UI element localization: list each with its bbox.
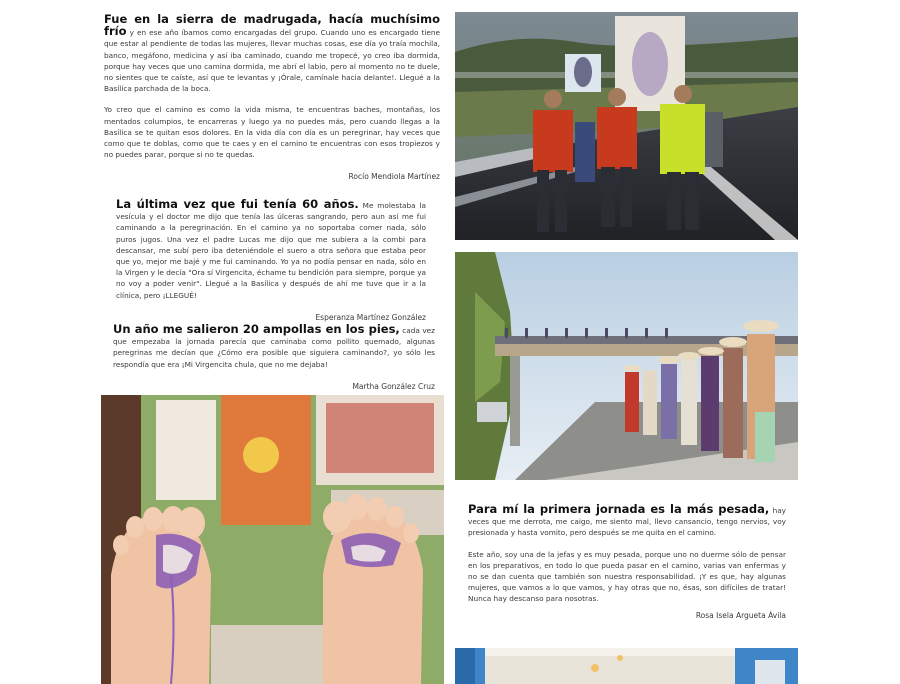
quote-esperanza-signature: Esperanza Martínez González — [315, 312, 426, 322]
quote-rosa-paragraph-2: Este año, soy una de la jefas y es muy pesada, porque uno no duerme sólo de pensar en los preparativos, en todo lo que pueda pasar en el camino, varias van enfermas y no se dan cuenta que también son nuestra responsabilidad. ¡Y es que, hay algunas mujeres, que vamos a lo que vamos, y hay otras que no, ésas, son difíciles de tratar! Nunca hay descanso para nosotras. — [468, 549, 786, 604]
photo-procession-bridge — [455, 252, 798, 480]
quote-rocio — [104, 14, 440, 181]
quote-esperanza-paragraph — [116, 199, 426, 301]
quote-rosa-paragraph-1 — [468, 504, 786, 539]
quote-esperanza-body: Me molestaba la vesícula y el doctor me dijo que tenía las úlceras sangrando, pero aun así me fui caminando a la peregrinación. En el camino ya no soportaba comer nada, sólo puros jugos. Una vez el padre Lucas me dijo que me subiera a la combi para descansar, me subí pero iba deteniéndole el suero a otra señora que estaba peor que yo, mejor me bajé y me fui caminando. Yo ya no podía pensar en nada, sólo en la Virgen y le decía "Ora sí Virgencita, échame tu bendición para siempre, porque ya no voy a poder venir". Llegué a la Basílica y después de ahí me tuve que ir a la clínica, pero ¡LLEGUÉ! — [116, 201, 426, 300]
quote-rocio-paragraph-1 — [104, 14, 440, 94]
photo-blue-interior — [455, 648, 798, 684]
quote-martha-body: cada vez que empezaba la jornada parecía que caminaba como pollito quemado, algunas peregrinas me decían que ¿Cómo era posible que siguiera caminando?, yo sólo les respondía que era ¡Mi Virgencita chula, que no me dejaba! — [113, 326, 435, 369]
quote-rosa-lead: Para mí la primera jornada es la más pesada, — [468, 502, 770, 516]
photo-pilgrims-highway — [455, 12, 798, 240]
quote-rocio-signature: Rocío Mendiola Martínez — [348, 172, 440, 182]
quote-rocio-paragraph-2: Yo creo que el camino es como la vida misma, te encuentras baches, montañas, los mentados columpios, te encarreras y luego ya no puedes más, pero cuando llegas a la Basílica se te quitan esos dolores. En la vida día con día es un peregrinar, hay veces que como que te doblas, como que te caes y en el camino te encuentras con esos tropiezos y no puedes parar, porque si no te quedas. — [104, 105, 440, 160]
quote-rosa — [468, 504, 786, 620]
quote-martha-paragraph — [113, 324, 435, 370]
quote-rosa-body: hay veces que me derrota, me caigo, me siento mal, llevo cansancio, tengo nervios, voy presionada y hasta vomito, pero después se me quita en el camino. — [468, 506, 786, 538]
quote-esperanza — [116, 199, 426, 322]
quote-martha — [113, 324, 435, 391]
quote-rosa-signature: Rosa Isela Argueta Ávila — [695, 610, 786, 620]
quote-esperanza-lead: La última vez que fui tenía 60 años. — [116, 197, 359, 211]
photo-blistered-feet — [101, 395, 444, 684]
quote-rocio-lead: Fue en la sierra de madrugada, hacía muchísimo frío — [104, 12, 440, 39]
quote-rocio-body: y en ese año íbamos como encargadas del grupo. Cuando uno es encargado tiene que estar al pendiente de todas las mujeres, llevar muchas cosas, ese día yo traía mochila, banco, megáfono, medicina y así iba caminado, cuando me tropecé, yo creo iba dormida, porque hay veces que uno camina dormida, me abrí el labio, pero al momento no te duele, no sientes que te caíste, así que te levantas y ¡Órale, camínale hacia delante!. Llegué a la Basílica parchada de la boca. — [104, 28, 440, 94]
quote-martha-signature: Martha González Cruz — [352, 381, 435, 391]
quote-martha-lead: Un año me salieron 20 ampollas en los pies, — [113, 322, 400, 336]
